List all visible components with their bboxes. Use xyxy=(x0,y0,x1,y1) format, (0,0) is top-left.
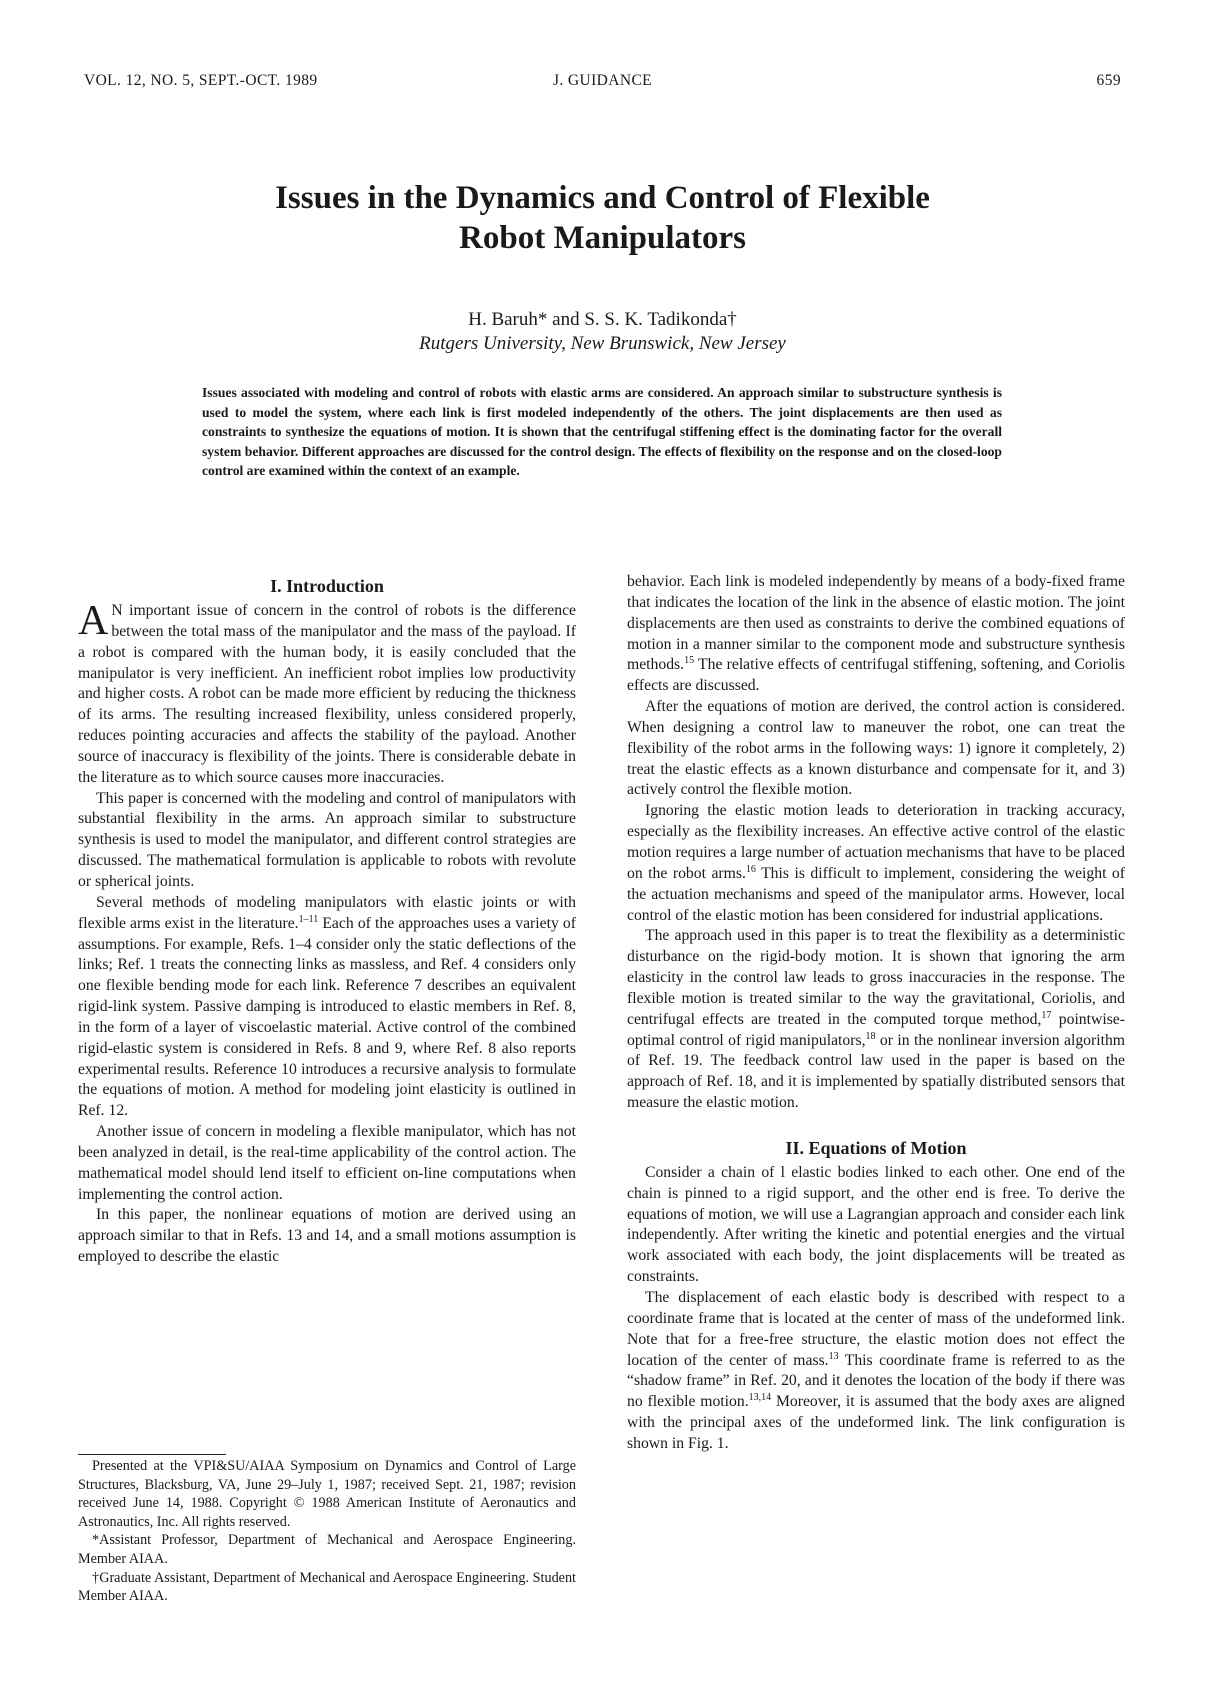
paragraph: The approach used in this paper is to treat the flexibility as a deterministic disturbance on the rigid-body motion. It is shown that ignoring the arm elasticity in the control law leads to gross inaccuracies in the response. The flexible motion is treated similar to the way the gravitational, Coriolis, and centrifugal effects are treated in the computed torque method,$^{17}$ pointwise-optimal control of rigid manipulators,$^{18}$ or in the nonlinear inversion algorithm of Ref. 19. The feedback control law used in the paper is based on the approach of Ref. 18, and it is implemented by spatially distributed sensors that measure the elastic motion. xyxy=(627,927,1126,1112)
paragraph: In this paper, the nonlinear equations of motion are derived using an approach similar to that in Refs. 13 and 14, and a small motions assumption is employed to describe the elastic xyxy=(78,1206,576,1266)
title-line-1: Issues in the Dynamics and Control of Flexible xyxy=(275,180,930,216)
paragraph: Ignoring the elastic motion leads to deterioration in tracking accuracy, especially as the flexibility increases. An effective active control of the elastic motion requires a large number of actuation mechanisms that have to be placed on the robot arms.$^{16}$ This is difficult to implement, considering the weight of the actuation mechanisms and speed of the manipulator arms. However, local control of the elastic motion has been considered for industrial applications. xyxy=(627,802,1125,924)
reference-marker: 15 xyxy=(684,655,695,667)
paragraph: Another issue of concern in modeling a flexible manipulator, which has not been analyzed in detail, is the real-time applicability of the control action. The mathematical model should lend itself to efficient on-line computations when implementing the control action. xyxy=(78,1123,576,1203)
reference-marker: 18 xyxy=(865,1030,876,1042)
paragraph: The displacement of each elastic body is described with respect to a coordinate frame that is located at the center of mass of the undeformed link. Note that for a free-free structure, the elastic motion does not effect the location of the center of mass.$^{13}$ This coordinate frame is referred to as the “shadow frame” in Ref. 20, and it denotes the location of the body if there was no flexible motion.$^{13,14}$ Moreover, it is assumed that the body axes are aligned with the principal axes of the undeformed link. The link configuration is shown in Fig. 1. xyxy=(627,1289,1125,1452)
journal-name: J. GUIDANCE xyxy=(552,72,653,89)
footnote-divider xyxy=(78,1454,226,1455)
reference-marker: 16 xyxy=(745,863,756,875)
right-column xyxy=(627,572,1125,1455)
footnote-author-2: †Graduate Assistant, Department of Mechanical and Aerospace Engineering. Student Member AIAA. xyxy=(78,1569,576,1605)
paragraph: Consider a chain of l elastic bodies linked to each other. One end of the chain is pinned to a rigid support, and the other end is free. To derive the equations of motion, we will use a Lagrangian approach and consider each link independently. After writing the kinetic and potential energies and the virtual work associated with each body, the joint displacements will be treated as constraints. xyxy=(627,1163,1125,1286)
running-header xyxy=(84,72,1121,94)
authors: H. Baruh* and S. S. K. Tadikonda† xyxy=(468,309,737,330)
reference-marker: 13 xyxy=(828,1350,839,1362)
left-column xyxy=(78,573,576,1268)
page-number: 659 xyxy=(1096,72,1121,89)
footnotes xyxy=(78,1457,576,1606)
footnote-author-1: *Assistant Professor, Department of Mechanical and Aerospace Engineering. Member AIAA. xyxy=(78,1532,576,1567)
reference-marker: 1–11 xyxy=(298,913,319,925)
title-line-2: Robot Manipulators xyxy=(459,220,746,256)
paragraph: behavior. Each link is modeled independently by means of a body-fixed frame that indicates the location of the link in the absence of elastic motion. The joint displacements are then used as constraints to derive the combined equations of motion in a manner similar to the component mode and substructure synthesis methods.$^{15}$ The relative effects of centrifugal stiffening, softening, and Coriolis effects are discussed. xyxy=(627,573,1125,695)
abstract: Issues associated with modeling and control of robots with elastic arms are considered. An approach similar to substructure synthesis is used to model the system, where each link is first modeled independently of the others. The joint displacements are then used as constraints to synthesize the equations of motion. It is shown that the centrifugal stiffening effect is the dominating factor for the overall system behavior. Different approaches are discussed for the control design. The effects of flexibility on the response and on the closed-loop control are examined within the context of an example. xyxy=(202,385,1002,479)
section-heading-equations-of-motion: II. Equations of Motion xyxy=(785,1137,967,1158)
reference-marker: 13,14 xyxy=(748,1391,772,1403)
reference-marker: 17 xyxy=(1041,1009,1052,1021)
paragraph: This paper is concerned with the modeling and control of manipulators with substantial flexibility in the arms. An approach similar to substructure synthesis is used to model the manipulator, and different control strategies are discussed. The mathematical formulation is applicable to robots with revolute or spherical joints. xyxy=(78,789,576,890)
drop-cap: A xyxy=(78,598,109,644)
affiliation: Rutgers University, New Brunswick, New Jersey xyxy=(419,333,786,354)
paragraph: Several methods of modeling manipulators with elastic joints or with flexible arms exist in the literature.$^{1-11}$ Each of the approaches uses a variety of assumptions. For example, Refs. 1–4 consider only the static deflections of the links; Ref. 1 treats the connecting links as massless, and Ref. 4 considers only one flexible bending mode for each link. Reference 7 describes an equivalent rigid-link system. Passive damping is introduced to elastic members in Ref. 8, in the form of a layer of viscoelastic material. Active control of the combined rigid-elastic system is considered in Refs. 8 and 9, where Ref. 8 also reports experimental results. Reference 10 introduces a recursive analysis to formulate the equations of motion. A method for modeling joint elasticity is outlined in Ref. 12. xyxy=(78,893,576,1120)
paragraph: A N important issue of concern in the control of robots is the difference between the total mass of the manipulator and the mass of the payload. If a robot is compared with the human body, it is easily concluded that the manipulator is very inefficient. An inefficient robot implies low productivity and higher costs. A robot can be made more efficient by reducing the thickness of its arms. The resulting increased flexibility, unless considered properly, reduces pointing accuracies and affects the stability of the payload. Another source of inaccuracy is flexibility of the joints. There is considerable debate in the literature as to which source causes more inaccuracies. xyxy=(78,598,576,786)
volume-info: VOL. 12, NO. 5, SEPT.-OCT. 1989 xyxy=(84,72,318,89)
paper-title xyxy=(150,178,1055,258)
footnote-presented: Presented at the VPI&SU/AIAA Symposium on Dynamics and Control of Large Structures, Blacksburg, VA, June 29–July 1, 1987; received Sept. 21, 1987; revision received June 14, 1988. Copyright © 1988 American Institute of Aeronautics and Astronautics, Inc. All rights reserved. xyxy=(78,1458,576,1530)
paragraph: After the equations of motion are derived, the control action is considered. When designing a control law to maneuver the robot, one can treat the flexibility of the robot arms in the following ways: 1) ignore it completely, 2) treat the elastic effects as a known disturbance and compensate for it, and 3) actively control the flexible motion. xyxy=(627,698,1125,799)
section-heading-introduction: I. Introduction xyxy=(270,576,384,596)
